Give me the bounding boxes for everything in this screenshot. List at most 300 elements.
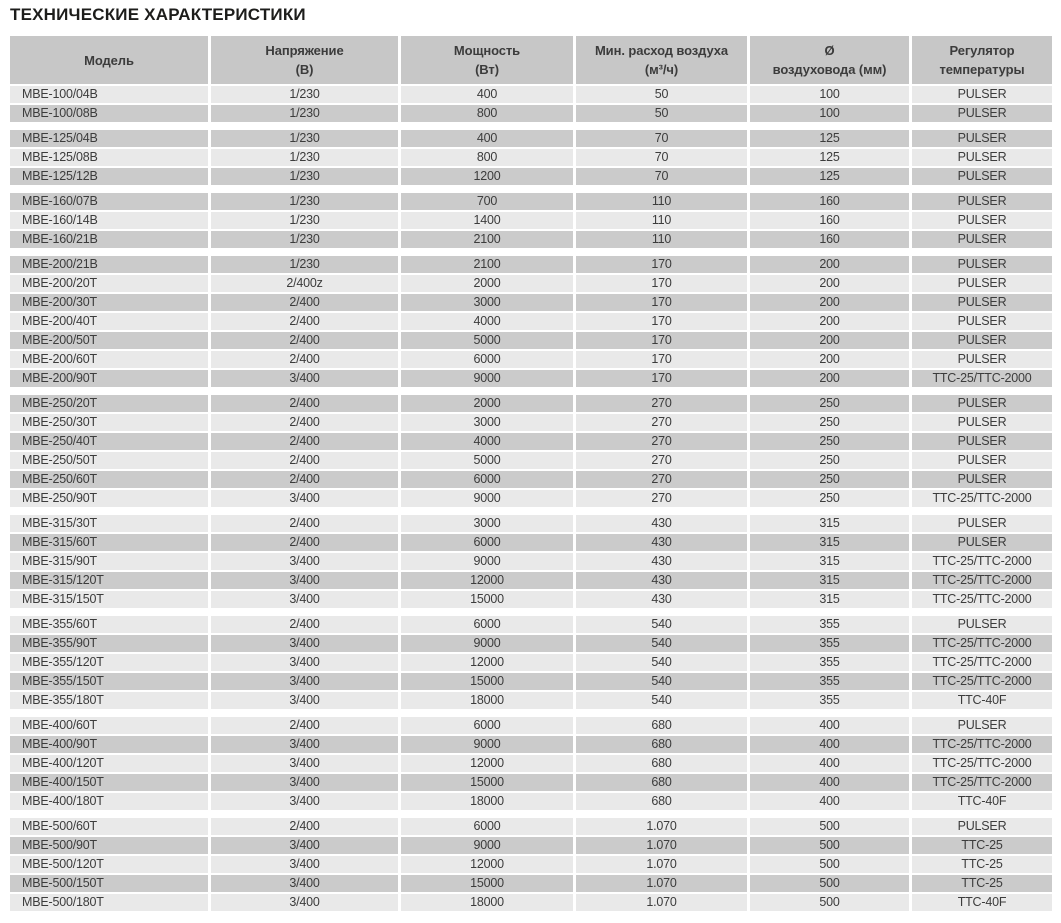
cell-voltage: 3/400 bbox=[211, 875, 398, 892]
cell-diameter: 250 bbox=[750, 471, 909, 488]
cell-airflow: 430 bbox=[576, 553, 747, 570]
table-row bbox=[10, 231, 1041, 248]
cell-airflow: 430 bbox=[576, 534, 747, 551]
cell-model: MBE-355/180T bbox=[10, 692, 208, 709]
table-row bbox=[10, 471, 1041, 488]
cell-airflow: 270 bbox=[576, 414, 747, 431]
table-row bbox=[10, 212, 1041, 229]
cell-model: MBE-160/21B bbox=[10, 231, 208, 248]
cell-voltage: 2/400 bbox=[211, 332, 398, 349]
cell-airflow: 540 bbox=[576, 635, 747, 652]
cell-airflow: 270 bbox=[576, 395, 747, 412]
cell-voltage: 2/400 bbox=[211, 452, 398, 469]
cell-voltage: 2/400 bbox=[211, 395, 398, 412]
cell-voltage: 1/230 bbox=[211, 193, 398, 210]
cell-airflow: 540 bbox=[576, 692, 747, 709]
column-header-line1: Ø bbox=[824, 43, 835, 58]
table-row bbox=[10, 692, 1041, 709]
cell-diameter: 400 bbox=[750, 774, 909, 791]
column-header-voltage bbox=[211, 36, 398, 84]
column-header-line2: воздуховода (мм) bbox=[772, 62, 887, 77]
cell-regulator: PULSER bbox=[912, 351, 1052, 368]
cell-airflow: 1.070 bbox=[576, 856, 747, 873]
cell-voltage: 2/400 bbox=[211, 616, 398, 633]
column-header-line2: (Вт) bbox=[475, 62, 499, 77]
cell-airflow: 540 bbox=[576, 654, 747, 671]
cell-voltage: 1/230 bbox=[211, 105, 398, 122]
cell-airflow: 680 bbox=[576, 755, 747, 772]
table-row bbox=[10, 332, 1041, 349]
table-row bbox=[10, 275, 1041, 292]
cell-voltage: 3/400 bbox=[211, 635, 398, 652]
cell-power: 5000 bbox=[401, 452, 573, 469]
column-header-regulator bbox=[912, 36, 1052, 84]
cell-voltage: 2/400 bbox=[211, 515, 398, 532]
cell-airflow: 170 bbox=[576, 294, 747, 311]
cell-regulator: PULSER bbox=[912, 130, 1052, 147]
table-row bbox=[10, 313, 1041, 330]
cell-diameter: 355 bbox=[750, 673, 909, 690]
cell-airflow: 70 bbox=[576, 168, 747, 185]
cell-model: MBE-315/60T bbox=[10, 534, 208, 551]
cell-regulator: PULSER bbox=[912, 818, 1052, 835]
cell-voltage: 2/400 bbox=[211, 294, 398, 311]
cell-regulator: TTC-25/TTC-2000 bbox=[912, 591, 1052, 608]
table-row bbox=[10, 616, 1041, 633]
cell-power: 4000 bbox=[401, 313, 573, 330]
cell-voltage: 1/230 bbox=[211, 130, 398, 147]
cell-diameter: 315 bbox=[750, 553, 909, 570]
cell-voltage: 2/400 bbox=[211, 717, 398, 734]
cell-model: MBE-100/08B bbox=[10, 105, 208, 122]
cell-model: MBE-200/60T bbox=[10, 351, 208, 368]
cell-model: MBE-250/40T bbox=[10, 433, 208, 450]
cell-airflow: 1.070 bbox=[576, 818, 747, 835]
column-header-line1: Напряжение bbox=[265, 43, 344, 58]
cell-airflow: 1.070 bbox=[576, 894, 747, 911]
cell-voltage: 1/230 bbox=[211, 168, 398, 185]
cell-regulator: PULSER bbox=[912, 231, 1052, 248]
cell-power: 3000 bbox=[401, 294, 573, 311]
cell-voltage: 3/400 bbox=[211, 654, 398, 671]
cell-voltage: 3/400 bbox=[211, 736, 398, 753]
cell-diameter: 355 bbox=[750, 654, 909, 671]
cell-power: 18000 bbox=[401, 793, 573, 810]
cell-airflow: 70 bbox=[576, 149, 747, 166]
cell-diameter: 315 bbox=[750, 515, 909, 532]
table-row bbox=[10, 256, 1041, 273]
table-row bbox=[10, 149, 1041, 166]
cell-diameter: 200 bbox=[750, 256, 909, 273]
cell-model: MBE-200/50T bbox=[10, 332, 208, 349]
cell-regulator: TTC-40F bbox=[912, 692, 1052, 709]
column-header-line2: (В) bbox=[295, 62, 314, 77]
cell-model: MBE-400/90T bbox=[10, 736, 208, 753]
cell-power: 2000 bbox=[401, 395, 573, 412]
cell-airflow: 270 bbox=[576, 452, 747, 469]
column-header-diameter bbox=[750, 36, 909, 84]
cell-power: 12000 bbox=[401, 755, 573, 772]
column-header-line2: температуры bbox=[939, 62, 1025, 77]
cell-model: MBE-125/12B bbox=[10, 168, 208, 185]
cell-airflow: 50 bbox=[576, 86, 747, 103]
cell-diameter: 400 bbox=[750, 717, 909, 734]
cell-airflow: 540 bbox=[576, 673, 747, 690]
table-row bbox=[10, 818, 1041, 835]
cell-power: 9000 bbox=[401, 736, 573, 753]
cell-airflow: 680 bbox=[576, 793, 747, 810]
table-group bbox=[10, 717, 1041, 810]
cell-power: 2100 bbox=[401, 256, 573, 273]
cell-airflow: 110 bbox=[576, 212, 747, 229]
table-row bbox=[10, 86, 1041, 103]
cell-regulator: PULSER bbox=[912, 256, 1052, 273]
cell-power: 6000 bbox=[401, 818, 573, 835]
table-row bbox=[10, 635, 1041, 652]
cell-power: 800 bbox=[401, 105, 573, 122]
cell-diameter: 200 bbox=[750, 275, 909, 292]
cell-airflow: 270 bbox=[576, 471, 747, 488]
cell-model: MBE-500/150T bbox=[10, 875, 208, 892]
cell-power: 400 bbox=[401, 86, 573, 103]
cell-diameter: 500 bbox=[750, 856, 909, 873]
table-row bbox=[10, 856, 1041, 873]
cell-regulator: PULSER bbox=[912, 168, 1052, 185]
cell-power: 6000 bbox=[401, 471, 573, 488]
cell-diameter: 200 bbox=[750, 351, 909, 368]
cell-voltage: 3/400 bbox=[211, 793, 398, 810]
cell-model: MBE-315/150T bbox=[10, 591, 208, 608]
cell-model: MBE-400/180T bbox=[10, 793, 208, 810]
cell-voltage: 2/400 bbox=[211, 414, 398, 431]
cell-voltage: 3/400 bbox=[211, 490, 398, 507]
cell-diameter: 250 bbox=[750, 452, 909, 469]
cell-power: 9000 bbox=[401, 837, 573, 854]
table-row bbox=[10, 395, 1041, 412]
table-row bbox=[10, 452, 1041, 469]
cell-power: 9000 bbox=[401, 553, 573, 570]
cell-diameter: 200 bbox=[750, 370, 909, 387]
cell-diameter: 315 bbox=[750, 572, 909, 589]
cell-regulator: PULSER bbox=[912, 86, 1052, 103]
column-header-airflow bbox=[576, 36, 747, 84]
cell-voltage: 3/400 bbox=[211, 553, 398, 570]
table-group bbox=[10, 86, 1041, 122]
cell-power: 15000 bbox=[401, 673, 573, 690]
cell-model: MBE-100/04B bbox=[10, 86, 208, 103]
cell-voltage: 1/230 bbox=[211, 212, 398, 229]
table-row bbox=[10, 433, 1041, 450]
cell-model: MBE-250/20T bbox=[10, 395, 208, 412]
table-row bbox=[10, 294, 1041, 311]
cell-model: MBE-250/90T bbox=[10, 490, 208, 507]
cell-voltage: 1/230 bbox=[211, 149, 398, 166]
cell-regulator: PULSER bbox=[912, 395, 1052, 412]
cell-diameter: 355 bbox=[750, 635, 909, 652]
cell-voltage: 1/230 bbox=[211, 231, 398, 248]
cell-power: 1200 bbox=[401, 168, 573, 185]
cell-airflow: 170 bbox=[576, 256, 747, 273]
cell-power: 3000 bbox=[401, 515, 573, 532]
cell-regulator: TTC-25/TTC-2000 bbox=[912, 572, 1052, 589]
cell-voltage: 3/400 bbox=[211, 755, 398, 772]
cell-model: MBE-200/30T bbox=[10, 294, 208, 311]
cell-airflow: 170 bbox=[576, 313, 747, 330]
cell-regulator: PULSER bbox=[912, 149, 1052, 166]
table-row bbox=[10, 490, 1041, 507]
cell-diameter: 160 bbox=[750, 212, 909, 229]
cell-model: MBE-315/120T bbox=[10, 572, 208, 589]
cell-regulator: PULSER bbox=[912, 193, 1052, 210]
cell-model: MBE-400/60T bbox=[10, 717, 208, 734]
cell-model: MBE-160/14B bbox=[10, 212, 208, 229]
cell-regulator: TTC-25/TTC-2000 bbox=[912, 673, 1052, 690]
cell-diameter: 125 bbox=[750, 149, 909, 166]
cell-regulator: PULSER bbox=[912, 414, 1052, 431]
cell-regulator: PULSER bbox=[912, 717, 1052, 734]
cell-regulator: PULSER bbox=[912, 616, 1052, 633]
cell-model: MBE-315/30T bbox=[10, 515, 208, 532]
cell-regulator: PULSER bbox=[912, 212, 1052, 229]
cell-power: 18000 bbox=[401, 692, 573, 709]
table-group bbox=[10, 130, 1041, 185]
cell-regulator: TTC-40F bbox=[912, 894, 1052, 911]
cell-airflow: 1.070 bbox=[576, 875, 747, 892]
cell-voltage: 2/400 bbox=[211, 433, 398, 450]
cell-diameter: 500 bbox=[750, 818, 909, 835]
cell-airflow: 170 bbox=[576, 275, 747, 292]
cell-model: MBE-355/60T bbox=[10, 616, 208, 633]
cell-voltage: 1/230 bbox=[211, 256, 398, 273]
cell-diameter: 125 bbox=[750, 130, 909, 147]
table-row bbox=[10, 553, 1041, 570]
table-row bbox=[10, 515, 1041, 532]
cell-power: 6000 bbox=[401, 717, 573, 734]
cell-airflow: 270 bbox=[576, 490, 747, 507]
cell-voltage: 3/400 bbox=[211, 572, 398, 589]
table-header-row bbox=[10, 36, 1041, 84]
cell-voltage: 3/400 bbox=[211, 894, 398, 911]
column-header-line1: Мощность bbox=[453, 43, 521, 58]
column-header-line2: (м³/ч) bbox=[644, 62, 679, 77]
cell-regulator: TTC-25/TTC-2000 bbox=[912, 654, 1052, 671]
table-row bbox=[10, 351, 1041, 368]
cell-model: MBE-400/150T bbox=[10, 774, 208, 791]
cell-diameter: 250 bbox=[750, 414, 909, 431]
cell-model: MBE-500/90T bbox=[10, 837, 208, 854]
cell-power: 12000 bbox=[401, 572, 573, 589]
cell-power: 400 bbox=[401, 130, 573, 147]
cell-diameter: 400 bbox=[750, 736, 909, 753]
cell-model: MBE-355/120T bbox=[10, 654, 208, 671]
table-row bbox=[10, 534, 1041, 551]
cell-diameter: 400 bbox=[750, 793, 909, 810]
column-header-power bbox=[401, 36, 573, 84]
cell-power: 15000 bbox=[401, 875, 573, 892]
cell-model: MBE-125/04B bbox=[10, 130, 208, 147]
table-row bbox=[10, 894, 1041, 911]
cell-regulator: PULSER bbox=[912, 471, 1052, 488]
cell-diameter: 125 bbox=[750, 168, 909, 185]
cell-model: MBE-250/30T bbox=[10, 414, 208, 431]
cell-power: 800 bbox=[401, 149, 573, 166]
cell-model: MBE-200/20T bbox=[10, 275, 208, 292]
cell-regulator: PULSER bbox=[912, 294, 1052, 311]
cell-diameter: 400 bbox=[750, 755, 909, 772]
column-header-model bbox=[10, 36, 208, 84]
cell-diameter: 250 bbox=[750, 395, 909, 412]
cell-voltage: 2/400 bbox=[211, 818, 398, 835]
cell-regulator: TTC-25/TTC-2000 bbox=[912, 370, 1052, 387]
cell-regulator: TTC-25 bbox=[912, 837, 1052, 854]
cell-power: 700 bbox=[401, 193, 573, 210]
cell-diameter: 500 bbox=[750, 894, 909, 911]
cell-regulator: TTC-25/TTC-2000 bbox=[912, 635, 1052, 652]
cell-voltage: 3/400 bbox=[211, 591, 398, 608]
table-row bbox=[10, 105, 1041, 122]
cell-power: 1400 bbox=[401, 212, 573, 229]
table-group bbox=[10, 616, 1041, 709]
cell-regulator: TTC-40F bbox=[912, 793, 1052, 810]
cell-power: 15000 bbox=[401, 774, 573, 791]
column-header-line1: Модель bbox=[84, 52, 134, 68]
cell-power: 2000 bbox=[401, 275, 573, 292]
cell-airflow: 50 bbox=[576, 105, 747, 122]
cell-model: MBE-500/60T bbox=[10, 818, 208, 835]
cell-diameter: 200 bbox=[750, 332, 909, 349]
cell-airflow: 680 bbox=[576, 774, 747, 791]
cell-model: MBE-250/50T bbox=[10, 452, 208, 469]
table-row bbox=[10, 837, 1041, 854]
table-row bbox=[10, 168, 1041, 185]
table-row bbox=[10, 736, 1041, 753]
cell-power: 2100 bbox=[401, 231, 573, 248]
table-row bbox=[10, 572, 1041, 589]
cell-diameter: 315 bbox=[750, 534, 909, 551]
cell-regulator: PULSER bbox=[912, 332, 1052, 349]
cell-regulator: TTC-25/TTC-2000 bbox=[912, 755, 1052, 772]
cell-diameter: 355 bbox=[750, 692, 909, 709]
cell-diameter: 100 bbox=[750, 105, 909, 122]
table-row bbox=[10, 370, 1041, 387]
cell-regulator: PULSER bbox=[912, 433, 1052, 450]
cell-airflow: 430 bbox=[576, 515, 747, 532]
table-group bbox=[10, 515, 1041, 608]
cell-model: MBE-355/150T bbox=[10, 673, 208, 690]
table-row bbox=[10, 193, 1041, 210]
cell-regulator: PULSER bbox=[912, 275, 1052, 292]
table-row bbox=[10, 793, 1041, 810]
cell-model: MBE-500/120T bbox=[10, 856, 208, 873]
cell-voltage: 2/400 bbox=[211, 534, 398, 551]
cell-airflow: 110 bbox=[576, 231, 747, 248]
cell-regulator: PULSER bbox=[912, 105, 1052, 122]
specs-table bbox=[10, 36, 1041, 911]
table-row bbox=[10, 591, 1041, 608]
column-header-line1: Мин. расход воздуха bbox=[594, 43, 729, 58]
cell-voltage: 3/400 bbox=[211, 837, 398, 854]
table-group bbox=[10, 256, 1041, 387]
cell-voltage: 3/400 bbox=[211, 370, 398, 387]
cell-regulator: TTC-25/TTC-2000 bbox=[912, 553, 1052, 570]
cell-diameter: 500 bbox=[750, 875, 909, 892]
table-row bbox=[10, 654, 1041, 671]
cell-airflow: 540 bbox=[576, 616, 747, 633]
column-header-line1: Регулятор bbox=[949, 43, 1015, 58]
cell-power: 9000 bbox=[401, 370, 573, 387]
table-group bbox=[10, 193, 1041, 248]
cell-voltage: 3/400 bbox=[211, 692, 398, 709]
cell-regulator: PULSER bbox=[912, 515, 1052, 532]
table-row bbox=[10, 414, 1041, 431]
cell-voltage: 2/400z bbox=[211, 275, 398, 292]
cell-voltage: 1/230 bbox=[211, 86, 398, 103]
cell-diameter: 315 bbox=[750, 591, 909, 608]
cell-voltage: 2/400 bbox=[211, 471, 398, 488]
table-body bbox=[10, 86, 1041, 911]
cell-power: 6000 bbox=[401, 534, 573, 551]
cell-power: 18000 bbox=[401, 894, 573, 911]
cell-airflow: 70 bbox=[576, 130, 747, 147]
cell-airflow: 680 bbox=[576, 717, 747, 734]
table-row bbox=[10, 755, 1041, 772]
cell-model: MBE-355/90T bbox=[10, 635, 208, 652]
table-row bbox=[10, 774, 1041, 791]
cell-model: MBE-200/90T bbox=[10, 370, 208, 387]
cell-airflow: 110 bbox=[576, 193, 747, 210]
cell-model: MBE-400/120T bbox=[10, 755, 208, 772]
table-row bbox=[10, 673, 1041, 690]
cell-model: MBE-200/40T bbox=[10, 313, 208, 330]
cell-diameter: 355 bbox=[750, 616, 909, 633]
cell-voltage: 2/400 bbox=[211, 313, 398, 330]
cell-model: MBE-160/07B bbox=[10, 193, 208, 210]
cell-voltage: 2/400 bbox=[211, 351, 398, 368]
cell-regulator: TTC-25/TTC-2000 bbox=[912, 490, 1052, 507]
cell-regulator: PULSER bbox=[912, 534, 1052, 551]
cell-power: 15000 bbox=[401, 591, 573, 608]
cell-power: 5000 bbox=[401, 332, 573, 349]
cell-power: 12000 bbox=[401, 654, 573, 671]
table-row bbox=[10, 875, 1041, 892]
table-group bbox=[10, 395, 1041, 507]
cell-diameter: 250 bbox=[750, 490, 909, 507]
cell-regulator: TTC-25/TTC-2000 bbox=[912, 736, 1052, 753]
cell-power: 9000 bbox=[401, 635, 573, 652]
cell-power: 9000 bbox=[401, 490, 573, 507]
cell-diameter: 160 bbox=[750, 193, 909, 210]
cell-power: 3000 bbox=[401, 414, 573, 431]
cell-power: 4000 bbox=[401, 433, 573, 450]
cell-airflow: 1.070 bbox=[576, 837, 747, 854]
cell-diameter: 160 bbox=[750, 231, 909, 248]
cell-regulator: TTC-25 bbox=[912, 856, 1052, 873]
cell-airflow: 430 bbox=[576, 572, 747, 589]
cell-regulator: PULSER bbox=[912, 452, 1052, 469]
page-title: ТЕХНИЧЕСКИЕ ХАРАКТЕРИСТИКИ bbox=[10, 5, 306, 24]
cell-power: 12000 bbox=[401, 856, 573, 873]
cell-diameter: 250 bbox=[750, 433, 909, 450]
cell-diameter: 200 bbox=[750, 294, 909, 311]
cell-model: MBE-500/180T bbox=[10, 894, 208, 911]
cell-model: MBE-315/90T bbox=[10, 553, 208, 570]
cell-power: 6000 bbox=[401, 616, 573, 633]
cell-voltage: 3/400 bbox=[211, 856, 398, 873]
cell-diameter: 200 bbox=[750, 313, 909, 330]
cell-model: MBE-200/21B bbox=[10, 256, 208, 273]
table-row bbox=[10, 717, 1041, 734]
cell-voltage: 3/400 bbox=[211, 774, 398, 791]
